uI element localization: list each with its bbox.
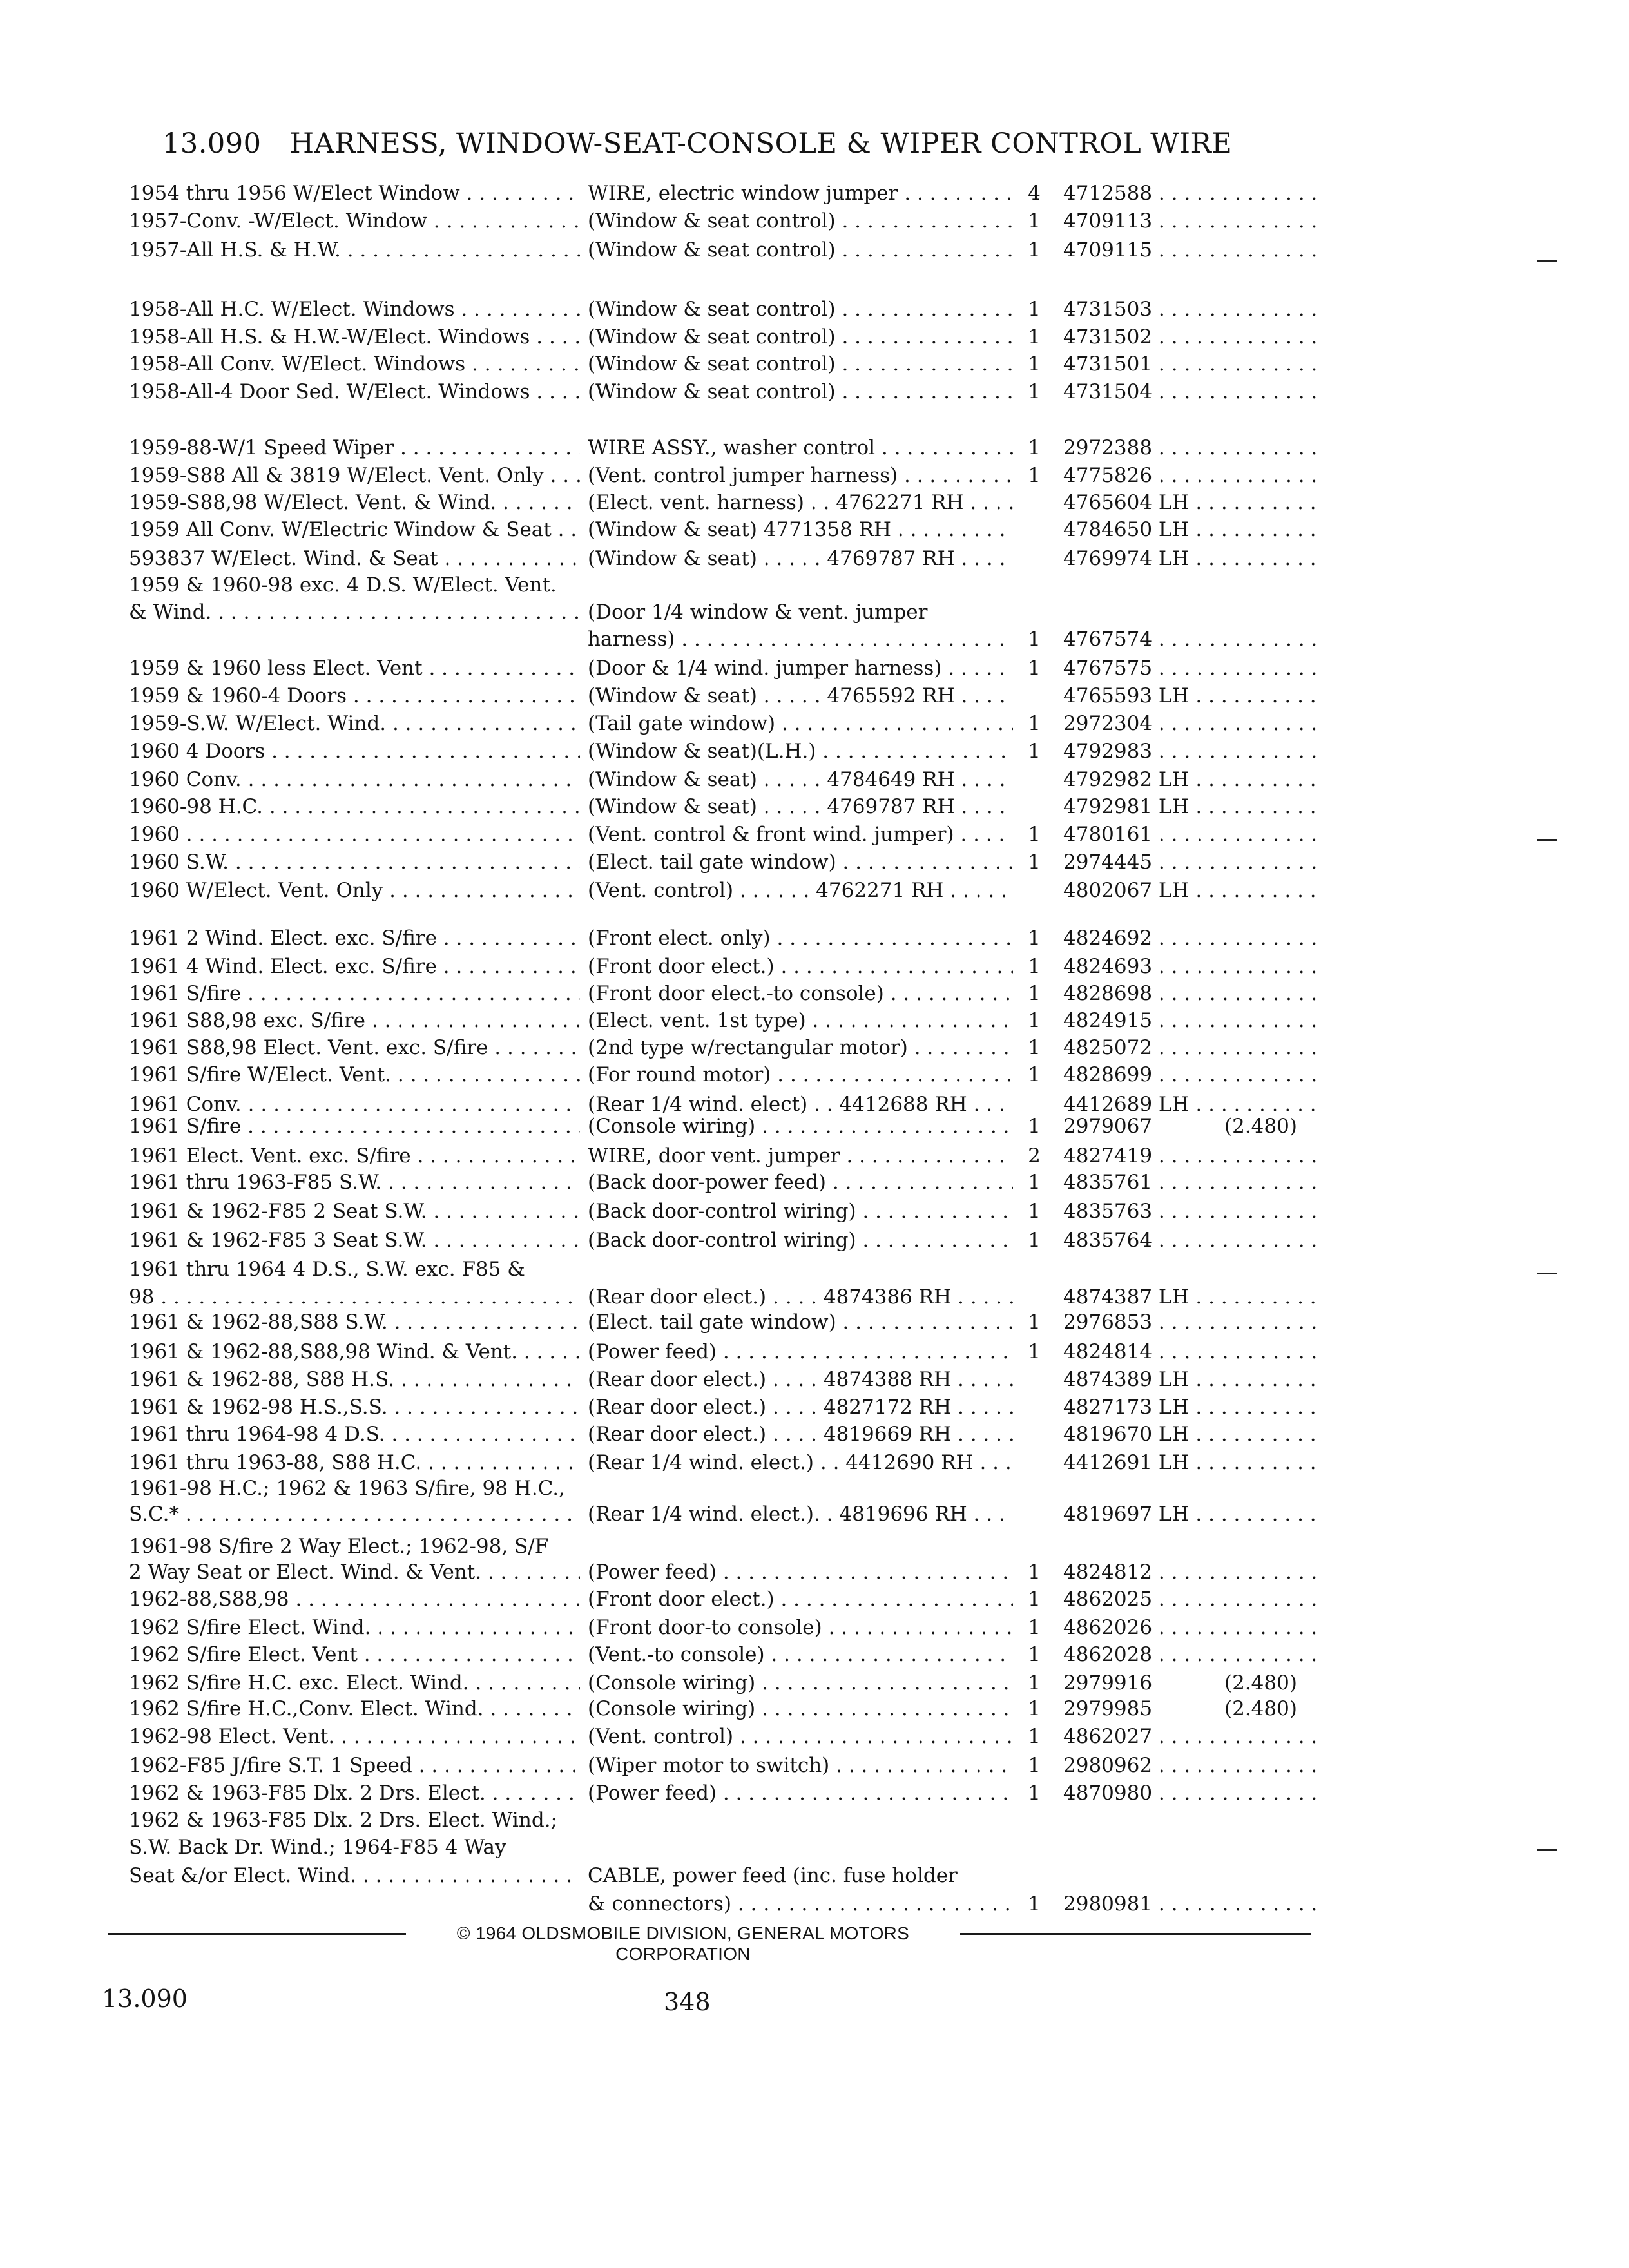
model-applicability: 1959 & 1960-98 exc. 4 D.S. W/Elect. Vent.	[129, 573, 557, 597]
table-row	[0, 1113, 1629, 1139]
part-number: 4767574 . . .	[1063, 626, 1321, 652]
model-applicability: 1961 thru 1963-F85 S.W. . . .	[129, 1169, 580, 1195]
quantity: 1	[1028, 464, 1041, 487]
model-applicability: 1961 & 1962-F85 2 Seat S.W. . . .	[129, 1198, 580, 1224]
part-description: (Window & seat control) . . .	[588, 351, 1013, 377]
part-description: (Back door-control wiring) . . .	[588, 1198, 1013, 1224]
footer-rule-left	[108, 1933, 411, 1935]
part-description: (Elect. tail gate window) . . .	[588, 1309, 1013, 1335]
model-applicability: 1961 S88,98 Elect. Vent. exc. S/fire . . .	[129, 1035, 580, 1061]
quantity: 1	[1028, 1725, 1041, 1748]
table-row	[0, 767, 1629, 793]
table-row	[0, 1450, 1629, 1475]
model-applicability: Seat &/or Elect. Wind. . . .	[129, 1863, 580, 1888]
model-applicability: 1961 & 1962-88,S88 S.W. . . .	[129, 1309, 580, 1335]
part-description: (Power feed) . . .	[588, 1559, 1013, 1585]
quantity: 1	[1028, 712, 1041, 735]
part-description: (Window & seat control) . . .	[588, 237, 1013, 263]
model-applicability: 1961-98 S/fire 2 Way Elect.; 1962-98, S/F	[129, 1535, 549, 1558]
table-row	[0, 626, 1629, 652]
quantity: 1	[1028, 352, 1041, 376]
table-row	[0, 1834, 1629, 1860]
part-description: (Window & seat) 4771358 RH . . .	[588, 517, 1013, 543]
reference-group: (2.480)	[1224, 1671, 1297, 1695]
quantity: 1	[1028, 1115, 1041, 1138]
model-applicability: 1959 & 1960 less Elect. Vent . . .	[129, 655, 580, 681]
part-description: (Rear door elect.) . . . . 4819669 RH . . .	[588, 1421, 1013, 1447]
part-number: 2974445 . . .	[1063, 849, 1321, 875]
part-number: 4731503 . . .	[1063, 296, 1321, 322]
table-row	[0, 351, 1629, 377]
table-row	[0, 1807, 1629, 1833]
part-number: 4792983 . . .	[1063, 738, 1321, 764]
page-title: HARNESS, WINDOW-SEAT-CONSOLE & WIPER CONTROL WIRE	[289, 128, 1233, 160]
quantity: 1	[1028, 740, 1041, 763]
part-number: 4828699 . . .	[1063, 1062, 1321, 1088]
table-row	[0, 1227, 1629, 1253]
part-description: (Rear door elect.) . . . . 4874386 RH . . .	[588, 1284, 1013, 1310]
table-row	[0, 738, 1629, 764]
part-number: 4874387 LH . . .	[1063, 1284, 1321, 1310]
part-number: 4835763 . . .	[1063, 1198, 1321, 1224]
model-applicability: 1962 & 1963-F85 Dlx. 2 Drs. Elect. . . .	[129, 1780, 580, 1806]
part-description: (Front door elect.) . . .	[588, 954, 1013, 979]
model-applicability: 1962 S/fire Elect. Vent . . .	[129, 1642, 580, 1667]
footer-rule-right	[957, 1933, 1311, 1935]
quantity: 1	[1028, 657, 1041, 680]
part-number: 4827173 LH . . .	[1063, 1394, 1321, 1420]
page-number: 348	[664, 1988, 711, 2016]
table-row	[0, 1780, 1629, 1806]
table-row	[0, 1863, 1629, 1888]
model-applicability: 1962-88,S88,98 . . .	[129, 1586, 580, 1612]
quantity: 1	[1028, 850, 1041, 874]
part-description: (Window & seat) . . . . . 4769787 RH . . .	[588, 794, 1013, 820]
part-description: (Back door-control wiring) . . .	[588, 1227, 1013, 1253]
model-applicability: 1961 thru 1964-98 4 D.S. . . .	[129, 1421, 580, 1447]
part-number: 4731502 . . .	[1063, 324, 1321, 350]
part-number: 4862027 . . .	[1063, 1724, 1321, 1749]
part-number: 4712588 . . .	[1063, 180, 1321, 206]
part-number: 4775826 . . .	[1063, 463, 1321, 488]
table-row	[0, 1724, 1629, 1749]
part-number: 4824915 . . .	[1063, 1008, 1321, 1033]
part-description: (Power feed) . . .	[588, 1780, 1013, 1806]
part-number: 2976853 . . .	[1063, 1309, 1321, 1335]
part-number: 4412691 LH . . .	[1063, 1450, 1321, 1475]
quantity: 1	[1028, 1616, 1041, 1639]
reference-group: (2.480)	[1224, 1697, 1297, 1720]
quantity: 1	[1028, 1171, 1041, 1194]
table-row	[0, 1586, 1629, 1612]
table-row	[0, 463, 1629, 488]
model-applicability: 1960 Conv. . . .	[129, 767, 580, 793]
part-description: (Back door-power feed) . . .	[588, 1169, 1013, 1195]
part-number: 2972388 . . .	[1063, 435, 1321, 461]
part-number: 4767575 . . .	[1063, 655, 1321, 681]
part-number: 4824812 . . .	[1063, 1559, 1321, 1585]
part-number: 4824692 . . .	[1063, 925, 1321, 951]
table-row	[0, 1642, 1629, 1667]
model-applicability: 1960 . . .	[129, 822, 580, 847]
part-number: 4765593 LH . . .	[1063, 683, 1321, 709]
part-description: (Door & 1/4 wind. jumper harness) . . . . .	[588, 655, 1013, 681]
part-description: (Rear door elect.) . . . . 4874388 RH . . .	[588, 1367, 1013, 1392]
model-applicability: 1959-S88 All & 3819 W/Elect. Vent. Only . . .	[129, 463, 580, 488]
part-number: 4862025 . . .	[1063, 1586, 1321, 1612]
quantity: 1	[1028, 1643, 1041, 1666]
part-number: 2980962 . . .	[1063, 1753, 1321, 1778]
model-applicability: 1962-98 Elect. Vent. . . .	[129, 1724, 580, 1749]
part-description: (Front door-to console) . . .	[588, 1615, 1013, 1640]
table-row	[0, 517, 1629, 543]
table-row	[0, 1256, 1629, 1282]
quantity: 1	[1028, 1063, 1041, 1086]
table-row	[0, 794, 1629, 820]
quantity: 1	[1028, 927, 1041, 950]
table-row	[0, 296, 1629, 322]
part-description: (Tail gate window) . . .	[588, 711, 1013, 736]
table-row	[0, 1035, 1629, 1061]
table-row	[0, 849, 1629, 875]
section-number: 13.090	[162, 128, 262, 160]
model-applicability: 1961 thru 1963-88, S88 H.C. . . .	[129, 1450, 580, 1475]
model-applicability: 1958-All Conv. W/Elect. Windows . . .	[129, 351, 580, 377]
table-row	[0, 1394, 1629, 1420]
quantity: 1	[1028, 209, 1041, 233]
model-applicability: 1961 & 1962-88, S88 H.S. . . .	[129, 1367, 580, 1392]
part-description: (Power feed) . . .	[588, 1339, 1013, 1365]
table-row	[0, 925, 1629, 951]
table-row	[0, 572, 1629, 598]
quantity: 1	[1028, 1561, 1041, 1584]
part-description: (Rear 1/4 wind. elect.) . . 4412690 RH . . .	[588, 1450, 1013, 1475]
part-number: 4828698 . . .	[1063, 981, 1321, 1006]
model-applicability: 1959 & 1960-4 Doors . . .	[129, 683, 580, 709]
model-applicability: 1961 2 Wind. Elect. exc. S/fire . . .	[129, 925, 580, 951]
table-row	[0, 1475, 1629, 1501]
model-applicability: 1958-All H.S. & H.W.-W/Elect. Windows . . .	[129, 324, 580, 350]
table-row	[0, 1309, 1629, 1335]
part-description: WIRE ASSY., washer control . . .	[588, 435, 1013, 461]
quantity: 2	[1028, 1144, 1041, 1168]
part-number: 2980981 . . .	[1063, 1891, 1321, 1917]
part-number: 4792982 LH . . .	[1063, 767, 1321, 793]
model-applicability: 1960 4 Doors . . .	[129, 738, 580, 764]
table-row	[0, 208, 1629, 234]
model-applicability: 1962 & 1963-F85 Dlx. 2 Drs. Elect. Wind.;	[129, 1809, 557, 1832]
part-number: 4731504 . . .	[1063, 379, 1321, 405]
model-applicability: 1961 Conv. . . .	[129, 1091, 580, 1117]
quantity: 1	[1028, 1892, 1041, 1916]
part-description: (Rear 1/4 wind. elect.). . 4819696 RH . . .	[588, 1501, 1013, 1527]
table-row	[0, 1753, 1629, 1778]
part-description: (For round motor) . . .	[588, 1062, 1013, 1088]
quantity: 1	[1028, 1697, 1041, 1720]
table-row	[0, 1696, 1629, 1722]
part-description: (Vent.-to console) . . .	[588, 1642, 1013, 1667]
part-description: (Window & seat control) . . .	[588, 208, 1013, 234]
model-applicability: 1961 S/fire W/Elect. Vent. . . .	[129, 1062, 580, 1088]
model-applicability: 1961 & 1962-F85 3 Seat S.W. . . .	[129, 1227, 580, 1253]
part-description: (Console wiring) . . .	[588, 1113, 1013, 1139]
table-row	[0, 1198, 1629, 1224]
model-applicability: 1957-All H.S. & H.W. . . .	[129, 237, 580, 263]
model-applicability: 1960 W/Elect. Vent. Only . . .	[129, 878, 580, 903]
part-number: 4769974 LH . . .	[1063, 546, 1321, 572]
model-applicability: 1959-88-W/1 Speed Wiper . . .	[129, 435, 580, 461]
part-description: (Elect. vent. harness) . . 4762271 RH . . .	[588, 490, 1013, 515]
part-number: 4731501 . . .	[1063, 351, 1321, 377]
table-row	[0, 683, 1629, 709]
part-description: (Vent. control) . . . . . . 4762271 RH . . .	[588, 878, 1013, 903]
table-row	[0, 237, 1629, 263]
part-number: 4792981 LH . . .	[1063, 794, 1321, 820]
part-description: (Window & seat control) . . .	[588, 324, 1013, 350]
table-row	[0, 599, 1629, 625]
quantity: 1	[1028, 1200, 1041, 1223]
quantity: 1	[1028, 1754, 1041, 1777]
table-row	[0, 1008, 1629, 1033]
model-applicability: 1959-S.W. W/Elect. Wind. . . .	[129, 711, 580, 736]
table-row	[0, 546, 1629, 572]
quantity: 1	[1028, 325, 1041, 349]
part-description: (Rear door elect.) . . . . 4827172 RH . . .	[588, 1394, 1013, 1420]
quantity: 1	[1028, 955, 1041, 978]
part-number: 4870980 . . .	[1063, 1780, 1321, 1806]
table-row	[0, 180, 1629, 206]
part-description: (Window & seat control) . . .	[588, 296, 1013, 322]
part-number: 4824814 . . .	[1063, 1339, 1321, 1365]
part-description: (2nd type w/rectangular motor) . . .	[588, 1035, 1013, 1061]
quantity: 1	[1028, 380, 1041, 403]
model-applicability: 593837 W/Elect. Wind. & Seat . . .	[129, 546, 580, 572]
part-description: WIRE, electric window jumper . . .	[588, 180, 1013, 206]
part-number: 4824693 . . .	[1063, 954, 1321, 979]
table-row	[0, 1284, 1629, 1310]
model-applicability: 1958-All-4 Door Sed. W/Elect. Windows . . . .	[129, 379, 580, 405]
part-description: (Window & seat)(L.H.) . . .	[588, 738, 1013, 764]
part-number: 4825072 . . .	[1063, 1035, 1321, 1061]
part-number: 2979916	[1063, 1671, 1153, 1695]
table-row	[0, 379, 1629, 405]
quantity: 1	[1028, 1311, 1041, 1334]
quantity: 4	[1028, 182, 1041, 205]
model-applicability: 1957-Conv. -W/Elect. Window . . .	[129, 208, 580, 234]
model-applicability: 1961 S/fire . . .	[129, 981, 580, 1006]
margin-mark	[1537, 1849, 1557, 1851]
quantity: 1	[1028, 1588, 1041, 1611]
part-number: 4819697 LH . . .	[1063, 1501, 1321, 1527]
table-row	[0, 1501, 1629, 1527]
margin-mark	[1537, 839, 1557, 841]
margin-mark	[1537, 260, 1557, 262]
part-description: (Door 1/4 window & vent. jumper	[588, 601, 928, 624]
model-applicability: 1961 & 1962-88,S88,98 Wind. & Vent. . . . . .	[129, 1339, 580, 1365]
quantity: 1	[1028, 1782, 1041, 1805]
reference-group: (2.480)	[1224, 1115, 1297, 1138]
part-description: (Window & seat) . . . . . 4765592 RH . . .	[588, 683, 1013, 709]
part-description: (Front door elect.-to console) . . .	[588, 981, 1013, 1006]
model-applicability: 1961-98 H.C.; 1962 & 1963 S/fire, 98 H.C.,	[129, 1477, 566, 1500]
margin-mark	[1537, 1273, 1557, 1274]
table-row	[0, 1339, 1629, 1365]
table-row	[0, 435, 1629, 461]
model-applicability: 98 . . .	[129, 1284, 580, 1310]
model-applicability: 1960 S.W. . . .	[129, 849, 580, 875]
table-row	[0, 324, 1629, 350]
table-row	[0, 1367, 1629, 1392]
table-row	[0, 1062, 1629, 1088]
part-number: 4784650 LH . . .	[1063, 517, 1321, 543]
part-number: 4709113 . . .	[1063, 208, 1321, 234]
quantity: 1	[1028, 823, 1041, 846]
quantity: 1	[1028, 436, 1041, 459]
quantity: 1	[1028, 982, 1041, 1005]
table-row	[0, 1670, 1629, 1696]
model-applicability: S.C.* . . .	[129, 1501, 580, 1527]
quantity: 1	[1028, 1229, 1041, 1252]
part-number: 2979985	[1063, 1697, 1153, 1720]
quantity: 1	[1028, 628, 1041, 651]
table-row	[0, 1533, 1629, 1559]
page-header	[162, 128, 1548, 160]
part-number: 2979067	[1063, 1115, 1153, 1138]
part-number: 4862028 . . .	[1063, 1642, 1321, 1667]
part-description: (Elect. vent. 1st type) . . .	[588, 1008, 1013, 1033]
table-row	[0, 1615, 1629, 1640]
part-description: harness) . . .	[588, 626, 1013, 652]
copyright-notice: © 1964 OLDSMOBILE DIVISION, GENERAL MOTORS CORPORATION	[406, 1923, 960, 1965]
part-number: 4709115 . . .	[1063, 237, 1321, 263]
part-description: (Vent. control jumper harness) . . .	[588, 463, 1013, 488]
model-applicability: 2 Way Seat or Elect. Wind. & Vent. . . . . .	[129, 1559, 580, 1585]
part-number: 4412689 LH . . .	[1063, 1091, 1321, 1117]
part-number: 4862026 . . .	[1063, 1615, 1321, 1640]
table-row	[0, 1559, 1629, 1585]
table-row	[0, 1891, 1629, 1917]
table-row	[0, 1169, 1629, 1195]
model-applicability: & Wind. . . .	[129, 599, 580, 625]
part-description: (Console wiring) . . .	[588, 1670, 1013, 1696]
table-row	[0, 490, 1629, 515]
table-row	[0, 1421, 1629, 1447]
quantity: 1	[1028, 238, 1041, 262]
model-applicability: 1961 S/fire . . .	[129, 1113, 580, 1139]
model-applicability: S.W. Back Dr. Wind.; 1964-F85 4 Way	[129, 1836, 506, 1859]
model-applicability: 1959-S88,98 W/Elect. Vent. & Wind. . . .	[129, 490, 580, 515]
table-row	[0, 1143, 1629, 1169]
model-applicability: 1962 S/fire H.C. exc. Elect. Wind. . . .	[129, 1670, 580, 1696]
part-description: (Front elect. only) . . .	[588, 925, 1013, 951]
part-number: 4819670 LH . . .	[1063, 1421, 1321, 1447]
part-number: 4827419 . . .	[1063, 1143, 1321, 1169]
model-applicability: 1961 S88,98 exc. S/fire . . .	[129, 1008, 580, 1033]
part-description: (Window & seat) . . . . . 4784649 RH . . .	[588, 767, 1013, 793]
part-number: 4835761 . . .	[1063, 1169, 1321, 1195]
model-applicability: 1958-All H.C. W/Elect. Windows . . .	[129, 296, 580, 322]
part-number: 4835764 . . .	[1063, 1227, 1321, 1253]
model-applicability: 1959 All Conv. W/Electric Window & Seat . . .	[129, 517, 580, 543]
part-number: 4780161 . . .	[1063, 822, 1321, 847]
model-applicability: 1960-98 H.C. . . .	[129, 794, 580, 820]
table-row	[0, 954, 1629, 979]
part-number: 4802067 LH . . .	[1063, 878, 1321, 903]
part-description: CABLE, power feed (inc. fuse holder	[588, 1864, 958, 1887]
part-description: (Front door elect.) . . .	[588, 1586, 1013, 1612]
table-row	[0, 711, 1629, 736]
part-number: 4874389 LH . . .	[1063, 1367, 1321, 1392]
table-row	[0, 878, 1629, 903]
footer-section-number: 13.090	[102, 1984, 188, 2013]
quantity: 1	[1028, 298, 1041, 321]
table-row	[0, 822, 1629, 847]
model-applicability: 1962 S/fire H.C.,Conv. Elect. Wind. . . .	[129, 1696, 580, 1722]
model-applicability: 1961 Elect. Vent. exc. S/fire . . .	[129, 1143, 580, 1169]
quantity: 1	[1028, 1009, 1041, 1032]
table-row	[0, 981, 1629, 1006]
part-description: (Window & seat control) . . .	[588, 379, 1013, 405]
part-number: 2972304 . . .	[1063, 711, 1321, 736]
model-applicability: 1961 & 1962-98 H.S.,S.S. . . .	[129, 1394, 580, 1420]
model-applicability: 1961 4 Wind. Elect. exc. S/fire . . .	[129, 954, 580, 979]
model-applicability: 1954 thru 1956 W/Elect Window . . .	[129, 180, 580, 206]
part-description: (Rear 1/4 wind. elect) . . 4412688 RH . . .	[588, 1091, 1013, 1117]
part-number: 4765604 LH . . .	[1063, 490, 1321, 515]
part-description: (Vent. control & front wind. jumper) . . . .	[588, 822, 1013, 847]
quantity: 1	[1028, 1036, 1041, 1059]
part-description: (Elect. tail gate window) . . .	[588, 849, 1013, 875]
part-description: (Console wiring) . . .	[588, 1696, 1013, 1722]
model-applicability: 1962 S/fire Elect. Wind. . . .	[129, 1615, 580, 1640]
part-description: (Wiper motor to switch) . . .	[588, 1753, 1013, 1778]
part-description: (Window & seat) . . . . . 4769787 RH . . .	[588, 546, 1013, 572]
quantity: 1	[1028, 1671, 1041, 1695]
part-description: WIRE, door vent. jumper . . .	[588, 1143, 1013, 1169]
quantity: 1	[1028, 1340, 1041, 1363]
model-applicability: 1962-F85 J/fire S.T. 1 Speed . . .	[129, 1753, 580, 1778]
part-description: & connectors) . . .	[588, 1891, 1013, 1917]
part-description: (Vent. control) . . .	[588, 1724, 1013, 1749]
model-applicability: 1961 thru 1964 4 D.S., S.W. exc. F85 &	[129, 1258, 525, 1281]
table-row	[0, 655, 1629, 681]
